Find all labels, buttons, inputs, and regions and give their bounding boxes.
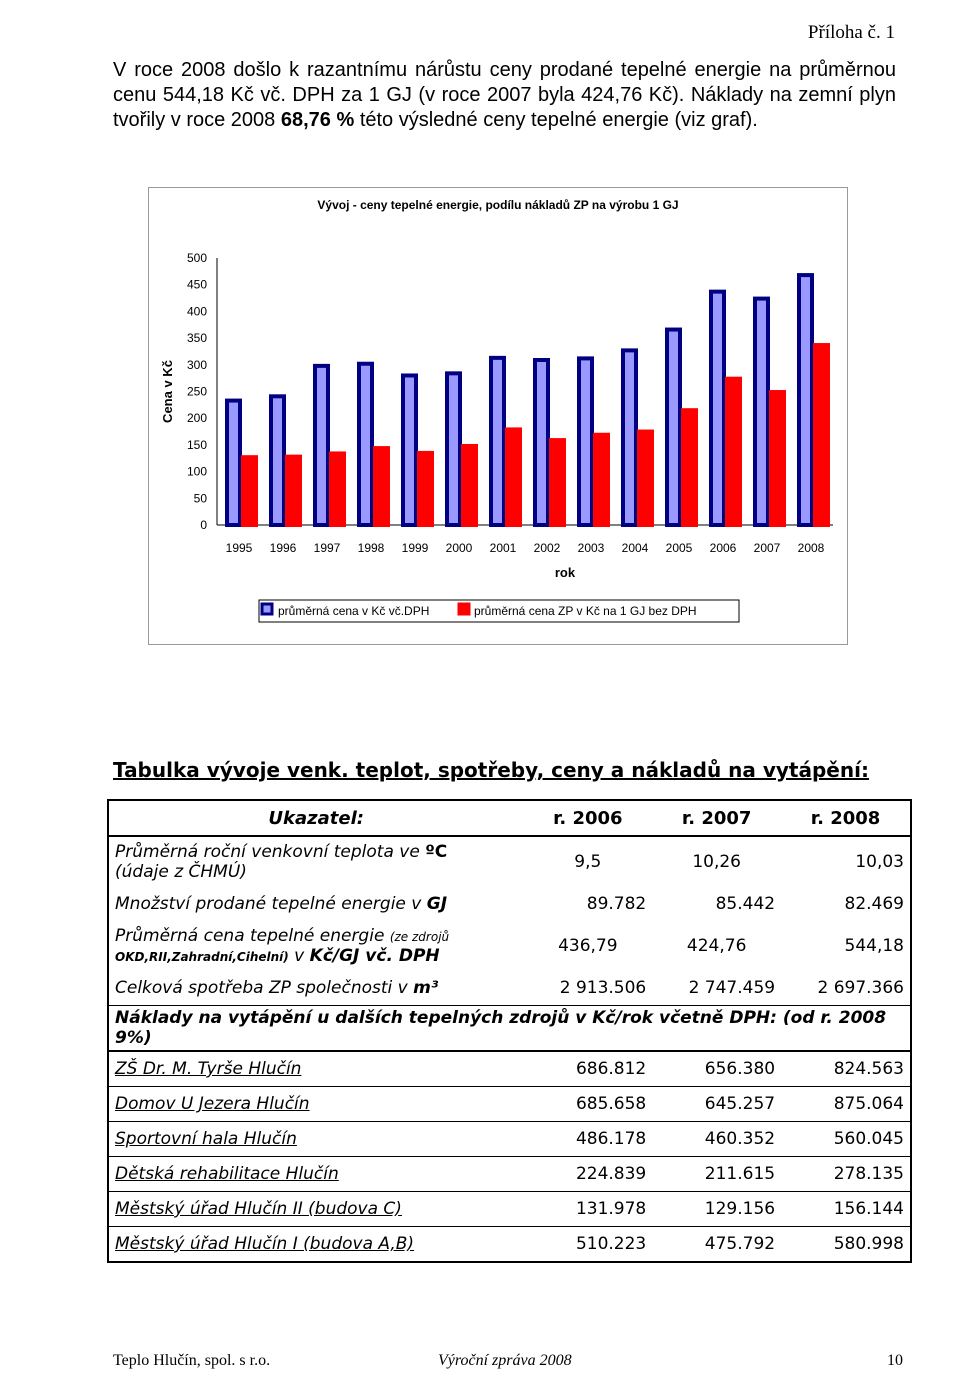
x-tick-label: 2006: [709, 541, 737, 555]
table-row: [108, 1227, 911, 1263]
x-tick-label: 2002: [533, 541, 561, 555]
x-tick-label: 2008: [797, 541, 825, 555]
bar-price-2003: [579, 358, 592, 525]
table-row-avg-price: [108, 921, 911, 971]
cell: 580.998: [781, 1227, 911, 1263]
y-tick-label: 50: [193, 491, 207, 506]
footer-company: Teplo Hlučín, spol. s r.o.: [113, 1352, 271, 1369]
temperature-label: Průměrná roční venkovní teplota ve ºC (údaje z ČHMÚ): [115, 842, 448, 882]
header-year-2008: r. 2008: [781, 800, 911, 836]
cell: 424,76: [686, 936, 747, 956]
bar-price-2008: [799, 275, 812, 525]
footer-page-number: 10: [887, 1352, 903, 1369]
annex-label: Příloha č. 1: [807, 22, 895, 43]
heating-table: [107, 799, 912, 1263]
bar-gas-1998: [375, 448, 388, 525]
bar-gas-2005: [683, 410, 696, 525]
cell: 460.352: [652, 1122, 781, 1157]
bar-price-1997: [315, 366, 328, 525]
gas-consumption-label: Celková spotřeba ZP společnosti v m³: [115, 978, 439, 998]
x-tick-label: 1996: [269, 541, 297, 555]
bar-gas-2007: [771, 392, 784, 525]
bar-gas-1997: [331, 453, 344, 525]
row-label: ZŠ Dr. M. Tyrše Hlučín: [115, 1059, 302, 1079]
y-tick-label: 500: [186, 251, 207, 265]
bar-gas-2004: [639, 432, 652, 525]
row-label: Domov U Jezera Hlučín: [108, 1087, 523, 1122]
x-tick-label: 1998: [357, 541, 385, 555]
x-axis-label: rok: [554, 565, 576, 580]
x-tick-label: 1995: [225, 541, 253, 555]
table-row: [108, 1087, 911, 1122]
cell: 89.782: [586, 894, 647, 914]
y-tick-label: 450: [186, 277, 207, 292]
intro-text-1: V roce 2008 došlo k razantnímu nárůstu ceny prodané tepelné energie na průměrnou cenu 544,18 Kč vč. DPH za 1 GJ (v roce 2007 byla 424,76 Kč). Náklady na zemní plyn tvořily v roce 2008: [113, 59, 896, 131]
bar-price-1998: [359, 364, 372, 525]
cell: 85.442: [715, 894, 776, 914]
cell: 10,03: [855, 852, 904, 872]
cell: 475.792: [652, 1227, 781, 1263]
y-tick-label: 150: [186, 437, 207, 452]
bar-price-1995: [227, 401, 240, 525]
cell: 2 697.366: [817, 978, 904, 998]
bar-gas-1999: [419, 453, 432, 525]
footer-report: Výroční zpráva 2008: [438, 1352, 572, 1369]
cell: 156.144: [781, 1192, 911, 1227]
cell: 131.978: [523, 1192, 652, 1227]
y-tick-label: 100: [186, 464, 207, 479]
x-tick-label: 2001: [489, 541, 517, 555]
cell: 129.156: [652, 1192, 781, 1227]
row-label: Dětská rehabilitace Hlučín: [108, 1157, 523, 1192]
page-footer: [113, 1352, 903, 1370]
y-tick-label: 0: [200, 518, 207, 532]
price-chart: [148, 187, 848, 645]
legend-swatch-price: [262, 604, 272, 614]
bar-gas-1995: [243, 457, 256, 525]
table-row: [108, 1122, 911, 1157]
sold-energy-label: Množství prodané tepelné energie v GJ: [115, 894, 448, 914]
bar-gas-2000: [463, 446, 476, 525]
cell: 656.380: [704, 1059, 776, 1079]
cell: 224.839: [523, 1157, 652, 1192]
table-title: Tabulka vývoje venk. teplot, spotřeby, ceny a nákladů na vytápění:: [113, 758, 869, 782]
cell: 686.812: [575, 1059, 647, 1079]
cell: 685.658: [523, 1087, 652, 1122]
table-section-row: [108, 1006, 911, 1052]
cell: 278.135: [781, 1157, 911, 1192]
legend-label-gas: průměrná cena ZP v Kč na 1 GJ bez DPH: [474, 604, 697, 618]
y-tick-label: 200: [186, 411, 207, 426]
y-tick-label: 350: [186, 331, 207, 346]
intro-paragraph: [113, 58, 896, 133]
section-heading: Náklady na vytápění u dalších tepelných zdrojů v Kč/rok včetně DPH: (od r. 2008 9%): [108, 1006, 911, 1052]
cell: 824.563: [833, 1059, 904, 1079]
table-row: [108, 1157, 911, 1192]
cell: 82.469: [844, 894, 904, 914]
header-year-2007: r. 2007: [652, 800, 781, 836]
legend-label-price: průměrná cena v Kč vč.DPH: [278, 604, 430, 618]
bar-gas-2006: [727, 379, 740, 525]
cell: 510.223: [523, 1227, 652, 1263]
table-row: [108, 1051, 911, 1087]
x-tick-label: 1997: [313, 541, 341, 555]
row-label: Městský úřad Hlučín I (budova A,B): [108, 1227, 523, 1263]
bar-gas-2002: [551, 440, 564, 525]
x-tick-label: 2005: [665, 541, 693, 555]
bar-gas-1996: [287, 457, 300, 525]
bar-gas-2001: [507, 429, 520, 525]
bar-price-2000: [447, 373, 460, 525]
x-tick-label: 2003: [577, 541, 605, 555]
row-label: Městský úřad Hlučín II (budova C): [108, 1192, 523, 1227]
cell: 2 747.459: [688, 978, 776, 998]
bar-price-2006: [711, 292, 724, 525]
y-axis-label: Cena v Kč: [160, 360, 175, 423]
cell: 211.615: [652, 1157, 781, 1192]
table-row-gas-consumption: [108, 971, 911, 1006]
header-indicator: Ukazatel:: [108, 800, 523, 836]
x-tick-label: 2007: [753, 541, 781, 555]
chart-title: Vývoj - ceny tepelné energie, podílu nákladů ZP na výrobu 1 GJ: [317, 198, 679, 212]
header-year-2006: r. 2006: [523, 800, 652, 836]
x-tick-label: 2000: [445, 541, 473, 555]
bar-gas-2008: [815, 345, 828, 525]
cell: 486.178: [523, 1122, 652, 1157]
avg-price-label: Průměrná cena tepelné energie (ze zdrojů OKD,RII,Zahradní,Cihelní) v Kč/GJ vč. DPH: [115, 926, 450, 966]
y-tick-label: 250: [186, 384, 207, 399]
bar-price-2005: [667, 330, 680, 525]
bar-price-2004: [623, 350, 636, 525]
table-row: [108, 1192, 911, 1227]
cell: 436,79: [558, 936, 618, 956]
row-label: Sportovní hala Hlučín: [108, 1122, 523, 1157]
x-tick-label: 2004: [621, 541, 649, 555]
bar-price-2007: [755, 299, 768, 525]
bar-price-1999: [403, 375, 416, 525]
cell: 875.064: [781, 1087, 911, 1122]
table-row-sold-energy: [108, 887, 911, 921]
cell: 2 913.506: [559, 978, 647, 998]
table-row-temperature: [108, 836, 911, 887]
intro-text-2: této výsledné ceny tepelné energie (viz graf).: [359, 109, 758, 131]
cell: 560.045: [781, 1122, 911, 1157]
price-chart-svg: [149, 188, 847, 644]
y-tick-label: 300: [186, 357, 207, 372]
bar-price-2002: [535, 360, 548, 525]
intro-percentage: 68,76 %: [280, 109, 355, 131]
bar-gas-2003: [595, 435, 608, 525]
legend-swatch-gas: [459, 604, 469, 614]
bar-price-1996: [271, 396, 284, 525]
x-tick-label: 1999: [401, 541, 429, 555]
cell: 544,18: [844, 936, 904, 956]
cell: 645.257: [652, 1087, 781, 1122]
table-header-row: [108, 800, 911, 836]
cell: 10,26: [692, 852, 741, 872]
cell: 9,5: [574, 852, 602, 872]
bar-price-2001: [491, 358, 504, 525]
y-tick-label: 400: [186, 304, 207, 319]
